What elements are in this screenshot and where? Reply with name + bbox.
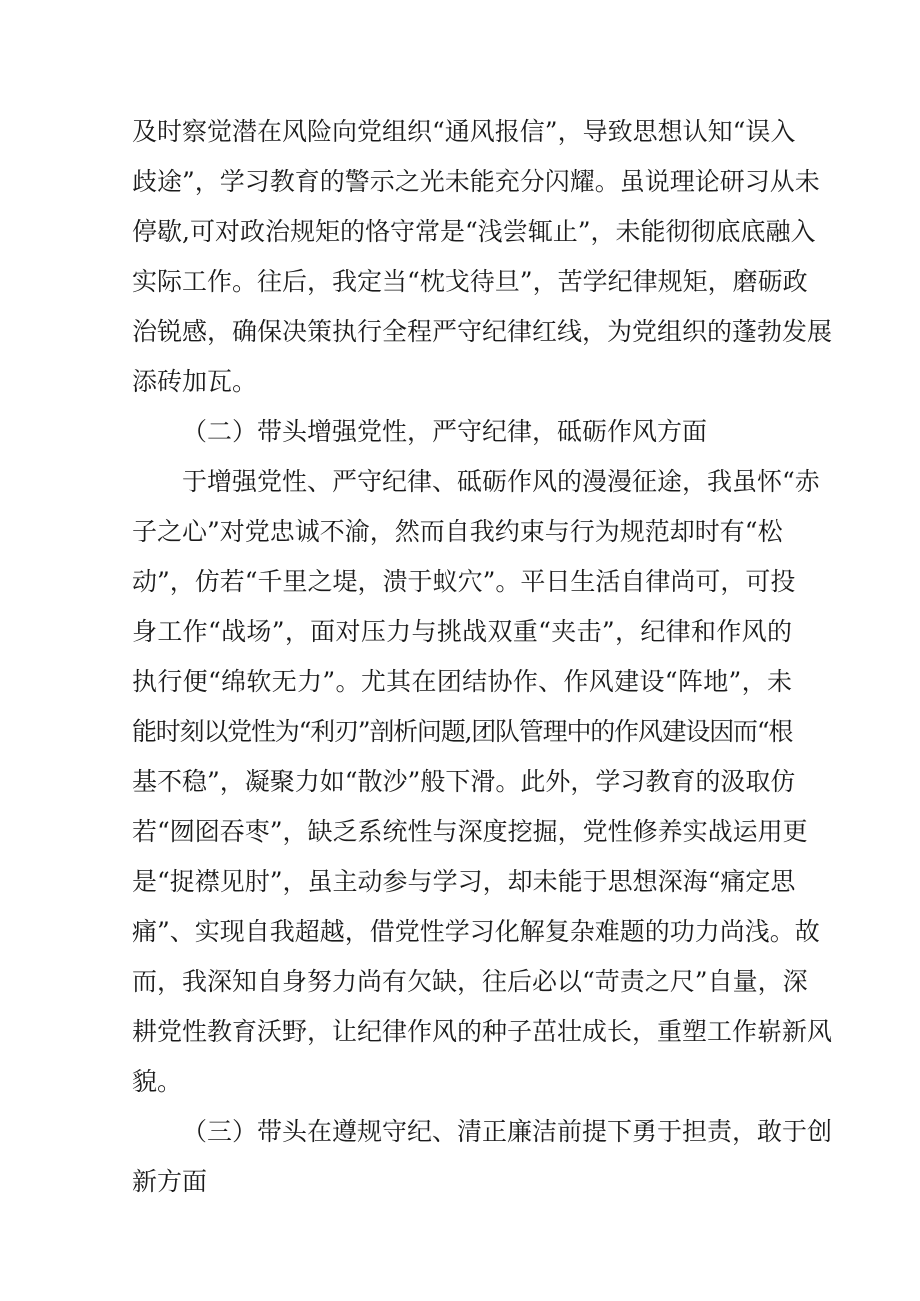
paragraph-2-line-13: 貌。 bbox=[132, 1067, 183, 1096]
paragraph-1-line-5: 治锐感，确保决策执行全程严守纪律红线，为党组织的蓬勃发展 bbox=[132, 317, 833, 346]
paragraph-2-line-12: 耕党性教育沃野，让纪律作风的种子茁壮成长，重塑工作崭新风 bbox=[132, 1017, 833, 1046]
paragraph-2-line-5: 执行便“绵软无力”。尤其在团结协作、作风建设“阵地”，未 bbox=[132, 667, 792, 696]
paragraph-2-line-3: 动”，仿若“千里之堤，溃于蚁穴”。平日生活自律尚可，可投 bbox=[132, 567, 796, 596]
paragraph-2-line-11: 而，我深知自身努力尚有欠缺，往后必以“苛责之尺”自量，深 bbox=[132, 967, 808, 996]
paragraph-1-line-1: 及时察觉潜在风险向党组织“通风报信”，导致思想认知“误入 bbox=[132, 117, 796, 146]
paragraph-1-line-4: 实际工作。往后，我定当“枕戈待旦”，苦学纪律规矩，磨砺政 bbox=[132, 267, 808, 296]
paragraph-2-line-8: 若“囫囵吞枣”，缺乏系统性与深度挖掘，党性修养实战运用更 bbox=[132, 817, 808, 846]
paragraph-1-line-3: 停歇,可对政治规矩的恪守常是“浅尝辄止”，未能彻彻底底融入 bbox=[132, 217, 816, 246]
paragraph-2-line-2: 子之心”对党忠诚不渝，然而自我约束与行为规范却时有“松 bbox=[132, 517, 783, 546]
paragraph-2-line-6: 能时刻以党性为“利刃”剖析问题,团队管理中的作风建设因而“根 bbox=[132, 717, 792, 746]
paragraph-1-line-6: 添砖加瓦。 bbox=[132, 367, 258, 396]
paragraph-2-line-1: 于增强党性、严守纪律、砥砺作风的漫漫征途，我虽怀“赤 bbox=[182, 467, 820, 496]
paragraph-1-line-2: 歧途”，学习教育的警示之光未能充分闪耀。虽说理论研习从未 bbox=[132, 167, 820, 196]
section-heading-2: （二）带头增强党性，严守纪律，砥砺作风方面 bbox=[182, 417, 708, 446]
paragraph-2-line-9: 是“捉襟见肘”，虽主动参与学习，却未能于思想深海“痛定思 bbox=[132, 867, 796, 896]
section-heading-3-line-2: 新方面 bbox=[132, 1167, 208, 1196]
section-heading-3-line-1: （三）带头在遵规守纪、清正廉洁前提下勇于担责，敢于创 bbox=[182, 1117, 833, 1146]
paragraph-2-line-10: 痛”、实现自我超越，借党性学习化解复杂难题的功力尚浅。故 bbox=[132, 917, 820, 946]
paragraph-2-line-4: 身工作“战场”，面对压力与挑战双重“夹击”，纪律和作风的 bbox=[132, 617, 792, 646]
paragraph-2-line-7: 基不稳”，凝聚力如“散沙”般下滑。此外，学习教育的汲取仿 bbox=[132, 767, 796, 796]
